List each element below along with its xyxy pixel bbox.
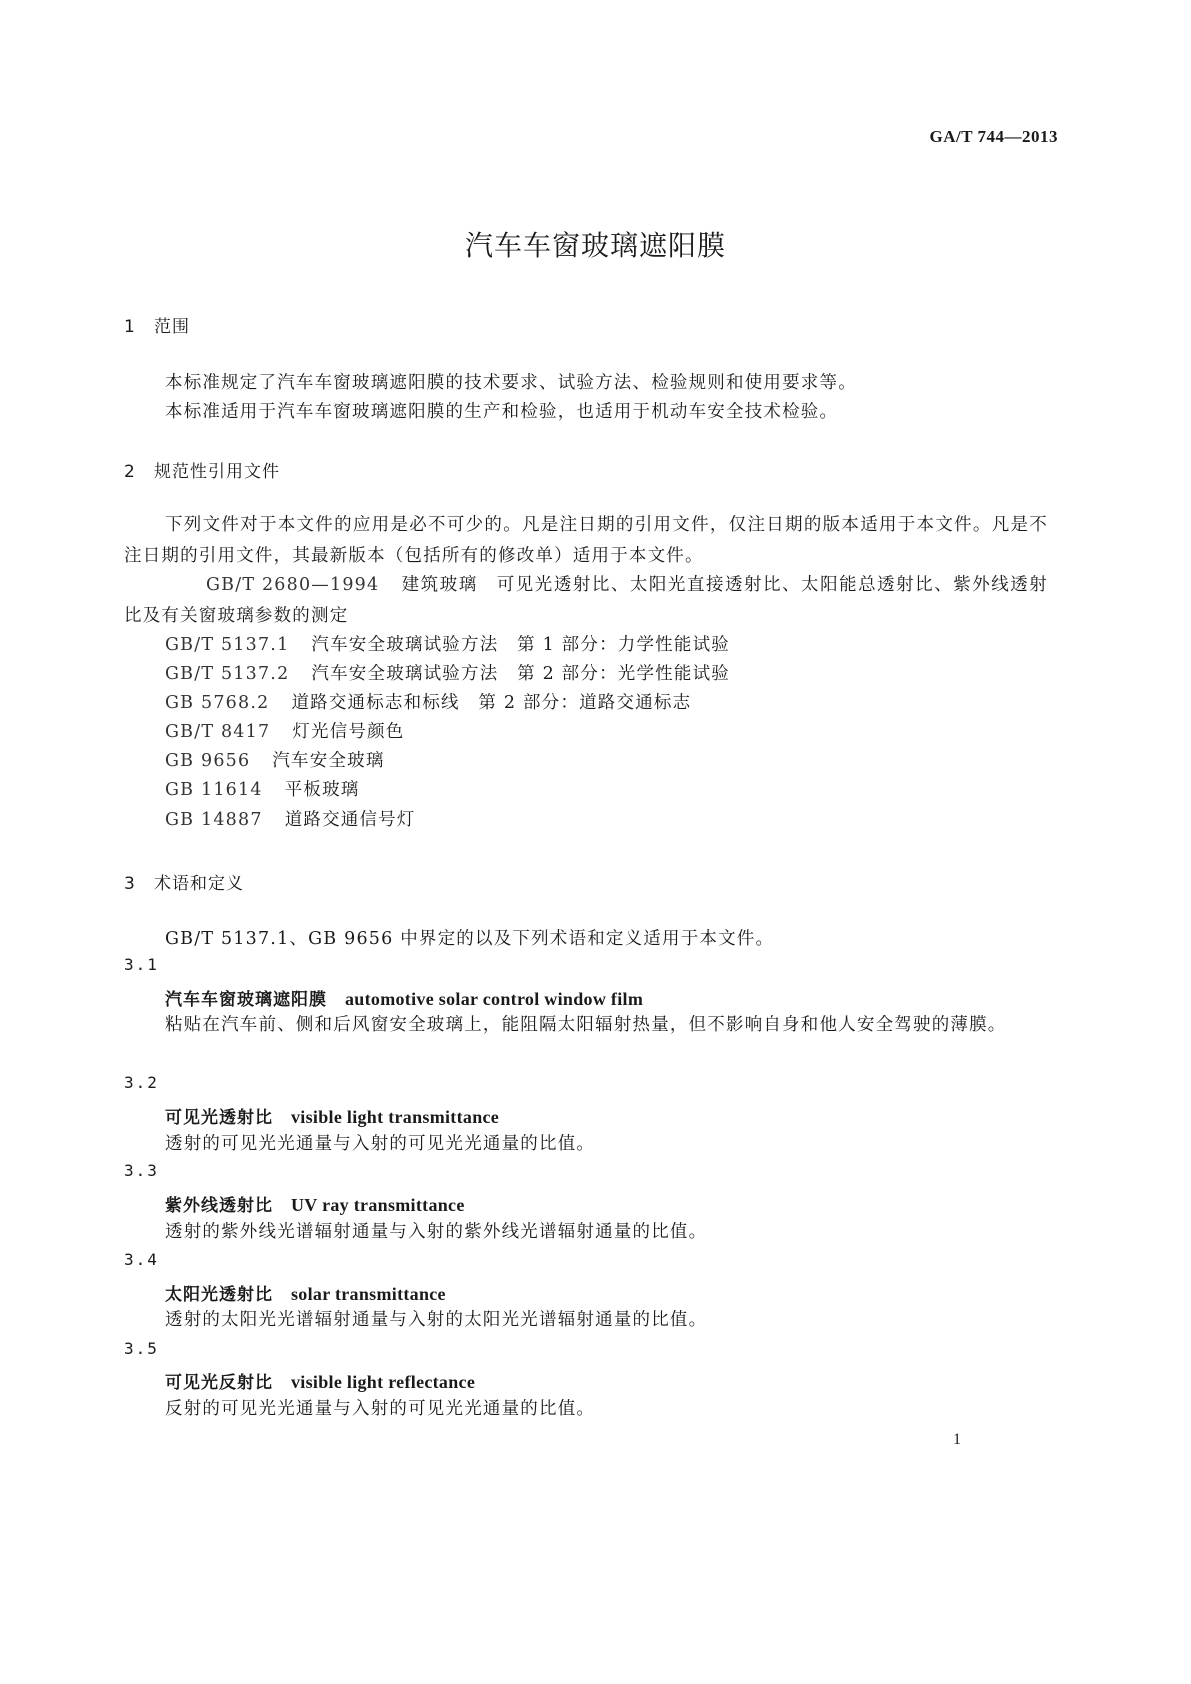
- reference-title: 道路交通标志和标线 第 2 部分：道路交通标志: [291, 693, 692, 713]
- term-chinese: 太阳光透射比: [165, 1285, 273, 1305]
- term-definition: 透射的紫外线光谱辐射通量与入射的紫外线光谱辐射通量的比值。: [165, 1222, 708, 1242]
- reference-code: GB 14887: [165, 810, 263, 830]
- reference-title: 汽车安全玻璃试验方法 第 1 部分：力学性能试验: [311, 635, 730, 655]
- term-number: 3.4: [124, 1250, 159, 1269]
- intro-paragraph: GB/T 5137.1、GB 9656 中界定的以及下列术语和定义适用于本文件。: [165, 929, 775, 949]
- term-chinese: 可见光反射比: [165, 1373, 273, 1393]
- reference-item: [124, 570, 1048, 632]
- reference-title: 平板玻璃: [284, 780, 360, 800]
- page-number: 1: [953, 1431, 961, 1448]
- section-number: 3: [124, 874, 136, 894]
- reference-title: 灯光信号颜色: [292, 722, 405, 742]
- term-number: 3.1: [124, 955, 159, 974]
- reference-title: 建筑玻璃 可见光透射比、太阳光直接透射比、太阳能总透射比、紫外线透射比及有关窗玻璃参数的测定: [124, 575, 1048, 626]
- section-title: 范围: [154, 317, 190, 337]
- reference-code: GB/T 2680—1994: [206, 575, 380, 595]
- reference-code: GB 11614: [165, 780, 263, 800]
- term-chinese: 紫外线透射比: [165, 1196, 273, 1216]
- term-definition: 粘贴在汽车前、侧和后风窗安全玻璃上，能阻隔太阳辐射热量，但不影响自身和他人安全驾驶的薄膜。: [165, 1015, 1007, 1035]
- intro-paragraph: 下列文件对于本文件的应用是必不可少的。凡是注日期的引用文件，仅注日期的版本适用于本文件。凡是不注日期的引用文件，其最新版本（包括所有的修改单）适用于本文件。: [124, 515, 1048, 566]
- term-number: 3.3: [124, 1161, 159, 1180]
- section-number: 1: [124, 317, 136, 337]
- term-english: visible light transmittance: [291, 1107, 500, 1127]
- reference-title: 汽车安全玻璃试验方法 第 2 部分：光学性能试验: [311, 664, 730, 684]
- term-heading: [165, 1191, 465, 1216]
- term-heading: [165, 1103, 499, 1128]
- reference-code: GB/T 5137.1: [165, 635, 290, 655]
- term-definition: 反射的可见光光通量与入射的可见光光通量的比值。: [165, 1399, 596, 1419]
- term-english: visible light reflectance: [291, 1372, 476, 1392]
- section-title: 术语和定义: [154, 874, 244, 894]
- reference-code: GB/T 8417: [165, 722, 271, 742]
- section-2-heading: [124, 457, 280, 482]
- term-heading: [165, 1280, 446, 1305]
- term-heading: [165, 1368, 475, 1393]
- paragraph: 本标准适用于汽车车窗玻璃遮阳膜的生产和检验，也适用于机动车安全技术检验。: [165, 402, 839, 422]
- reference-item: [165, 718, 405, 743]
- reference-item: [165, 747, 385, 772]
- term-number: 3.5: [124, 1339, 159, 1358]
- reference-title: 汽车安全玻璃: [272, 751, 385, 771]
- section-number: 2: [124, 462, 136, 482]
- paragraph: 本标准规定了汽车车窗玻璃遮阳膜的技术要求、试验方法、检验规则和使用要求等。: [165, 373, 857, 393]
- page-title: 汽车车窗玻璃遮阳膜: [464, 229, 726, 262]
- reference-item: [165, 776, 360, 801]
- reference-code: GB 5768.2: [165, 693, 270, 713]
- standard-number: GA/T 744—2013: [929, 127, 1058, 146]
- reference-item: [165, 660, 730, 685]
- reference-item: [165, 689, 691, 714]
- section-title: 规范性引用文件: [154, 462, 280, 482]
- term-chinese: 汽车车窗玻璃遮阳膜: [165, 990, 327, 1010]
- section-1-heading: [124, 312, 190, 337]
- term-chinese: 可见光透射比: [165, 1108, 273, 1128]
- reference-code: GB/T 5137.2: [165, 664, 290, 684]
- reference-title: 道路交通信号灯: [284, 810, 416, 830]
- section-3-heading: [124, 869, 244, 894]
- reference-item: [165, 806, 416, 831]
- term-english: automotive solar control window film: [345, 989, 644, 1009]
- term-definition: 透射的可见光光通量与入射的可见光光通量的比值。: [165, 1134, 596, 1154]
- term-number: 3.2: [124, 1073, 159, 1092]
- term-english: UV ray transmittance: [291, 1195, 465, 1215]
- reference-code: GB 9656: [165, 751, 251, 771]
- term-definition: 透射的太阳光光谱辐射通量与入射的太阳光光谱辐射通量的比值。: [165, 1310, 708, 1330]
- term-heading: [165, 985, 643, 1010]
- reference-item: [165, 631, 730, 656]
- term-english: solar transmittance: [291, 1284, 446, 1304]
